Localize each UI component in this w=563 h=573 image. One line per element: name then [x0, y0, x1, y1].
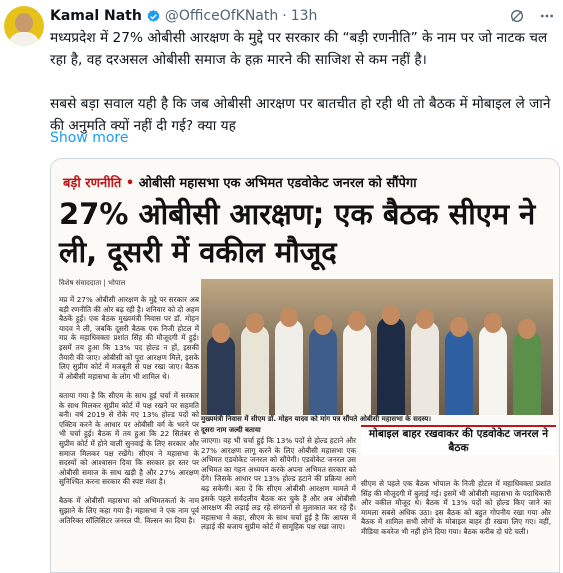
news-headline: 27% ओबीसी आरक्षण; एक बैठक सीएम ने ली, दूसरी में वकील मौजूद	[59, 197, 536, 269]
photo-person	[275, 319, 303, 415]
avatar-shirt	[8, 32, 40, 46]
news-byline: विशेष संवाददाता | भोपाल	[59, 279, 126, 287]
photo-person	[513, 331, 541, 415]
news-photo	[201, 279, 553, 415]
photo-person	[445, 329, 473, 415]
photo-person	[377, 317, 405, 415]
photo-head	[280, 307, 298, 327]
photo-head	[416, 309, 434, 329]
verified-badge-icon	[146, 9, 161, 24]
photo-head	[314, 315, 332, 335]
show-more-link[interactable]: Show more	[50, 130, 129, 146]
photo-person	[411, 321, 439, 415]
photo-caption: मुख्यमंत्री निवास में सीएम डॉ. मोहन यादव को मांग पत्र सौंपते ओबीसी महासभा के सदस्य।	[201, 415, 431, 423]
author-name[interactable]: Kamal Nath	[50, 8, 142, 24]
photo-person	[241, 325, 269, 415]
grok-icon[interactable]	[509, 8, 525, 24]
author-handle[interactable]: @OfficeOfKNath	[164, 8, 279, 24]
news-kicker-black: ओबीसी महासभा एक अभिमत एडवोकेट जनरल को सौंपेगा	[138, 176, 417, 191]
photo-head	[518, 319, 536, 339]
photo-head	[382, 305, 400, 325]
photo-person	[479, 325, 507, 415]
news-column-1: मप्र में 27% ओबीसी आरक्षण के मुद्दे पर सरकार अब बड़ी रणनीति की ओर बढ़ रही है। शनिवार को दो अहम बैठकें हुईं। एक बैठक मुख्यमंत्री निवास पर डॉ. मोहन यादव ने ली, जबकि दूसरी बैठक एक निजी होटल में मप्र के महाधिवक्ता प्रशांत सिंह की मौजूदगी में हुई। इसमें तय हुआ कि 13% पद होल्ड न हों, इसकी तैयारी की जाए। ओबीसी को पूरा आरक्षण मिले, इसके लिए सुप्रीम कोर्ट में मजबूती से पक्ष रखा जाए। बैठक में ओबीसी महासभा के लोग भी शामिल थे। बताया गया है कि सीएम के साथ हुई चर्चा में सरकार के साथ मिलकर सुप्रीम कोर्ट में पक्ष रखने पर सहमति बनी। वर्ष 2019 से रोके गए 13% होल्ड पदों को एक्टिव करने के आधार पर ओबीसी वर्ग के भरने पर भी चर्चा हुई। बैठक में तय हुआ कि 22 सितंबर से सुप्रीम कोर्ट में होने वाली सुनवाई के लिए सरकार और समाज मिलकर पक्ष रखेंगे। सीएम ने महासभा के सदस्यों को आश्वासन दिया कि सरकार हर स्तर पर ओबीसी समाज के साथ खड़ी है और 27% आरक्षण सुनिश्चित करना सरकार की स्पष्ट मंशा है। बैठक में ओबीसी महासभा को अभिमतकर्ता के नाम सुझाने के लिए कहा गया है। महासभा ने एक नाम पूर्व अतिरिक्त सॉलिसिटर जनरल पी. विल्सन का दिया है।	[59, 295, 199, 525]
news-column-2-label: दूसरा नाम जल्दी बताया	[201, 426, 261, 434]
photo-head	[450, 317, 468, 337]
news-kicker-red: बड़ी रणनीति •	[63, 176, 135, 191]
news-subhead: मोबाइल बाहर रखवाकर की एडवोकेट जनरल ने बैठक	[361, 425, 556, 455]
photo-person	[343, 323, 371, 415]
photo-person	[309, 327, 337, 415]
photo-head	[212, 323, 230, 343]
photo-head	[246, 313, 264, 333]
news-kicker	[63, 173, 417, 191]
tweet-text: मध्यप्रदेश में 27% ओबीसी आरक्षण के मुद्दे पर सरकार की “बड़ी रणनीति” के नाम पर जो नाटक चल रहा है, वह दरअसल ओबीसी समाज के हक़ मारने की साजिश से कम नहीं है। सबसे बड़ा सवाल यही है कि जब ओबीसी आरक्षण पर बातचीत हो रही थी तो बैठक में मोबाइल ले जाने की अनुमति क्यों नहीं दी गई? क्या यह	[50, 30, 551, 134]
photo-person	[207, 335, 235, 415]
tweet-actions	[509, 8, 555, 24]
tweet-header	[50, 6, 317, 26]
photo-head	[484, 313, 502, 333]
tweet-time[interactable]: 13h	[290, 8, 318, 24]
news-column-3: सीएम से पहले एक बैठक भोपाल के निजी होटल में महाधिवक्ता प्रशांत सिंह की मौजूदगी में बुलाई गई। इसमें भी ओबीसी महासभा के पदाधिकारी और वकील मौजूद थे। बैठक में 13% पदों को होल्ड किए जाने का मामला सबसे अधिक उठा। इस बैठक को बहुत गोपनीय रखा गया और बैठक में शामिल सभी लोगों के मोबाइल बाहर ही रखवा लिए गए। वहीं, मीडिया कवरेज भी नहीं होने दिया गया। बैठक करीब दो घंटे चली।	[361, 479, 551, 536]
author-avatar[interactable]	[4, 6, 44, 46]
more-options-icon[interactable]	[539, 8, 555, 24]
photo-head	[348, 311, 366, 331]
tweet-media-newspaper[interactable]	[50, 158, 560, 573]
news-column-2: जाएगा। वह भी चर्चा हुई कि 13% पदों से होल्ड हटाने और 27% आरक्षण लागू करने के लिए ओबीसी महासभा एक अभिमत एडवोकेट जनरल को सौंपेगी। एडवोकेट जनरल उस अभिमत का गहन अध्ययन करके अपना अभिमत सरकार को देंगे। जिसके आधार पर 13% होल्ड हटाने की प्रक्रिया आगे बढ़ सकेगी। बता दें कि सीएम ओबीसी आरक्षण मामले में इसके पहले सर्वदलीय बैठक कर चुके हैं और अब ओबीसी आरक्षण की लड़ाई लड़ रहे संगठनों से मुलाकात कर रहे हैं। महासभा ने कहा, सीएम के साथ चर्चा हुई है कि आपस में लड़ाई की बजाय सुप्रीम कोर्ट में सामूहिक पक्ष रखा जाए।	[201, 436, 356, 532]
separator-dot: ·	[282, 8, 287, 24]
avatar-face	[15, 13, 33, 33]
